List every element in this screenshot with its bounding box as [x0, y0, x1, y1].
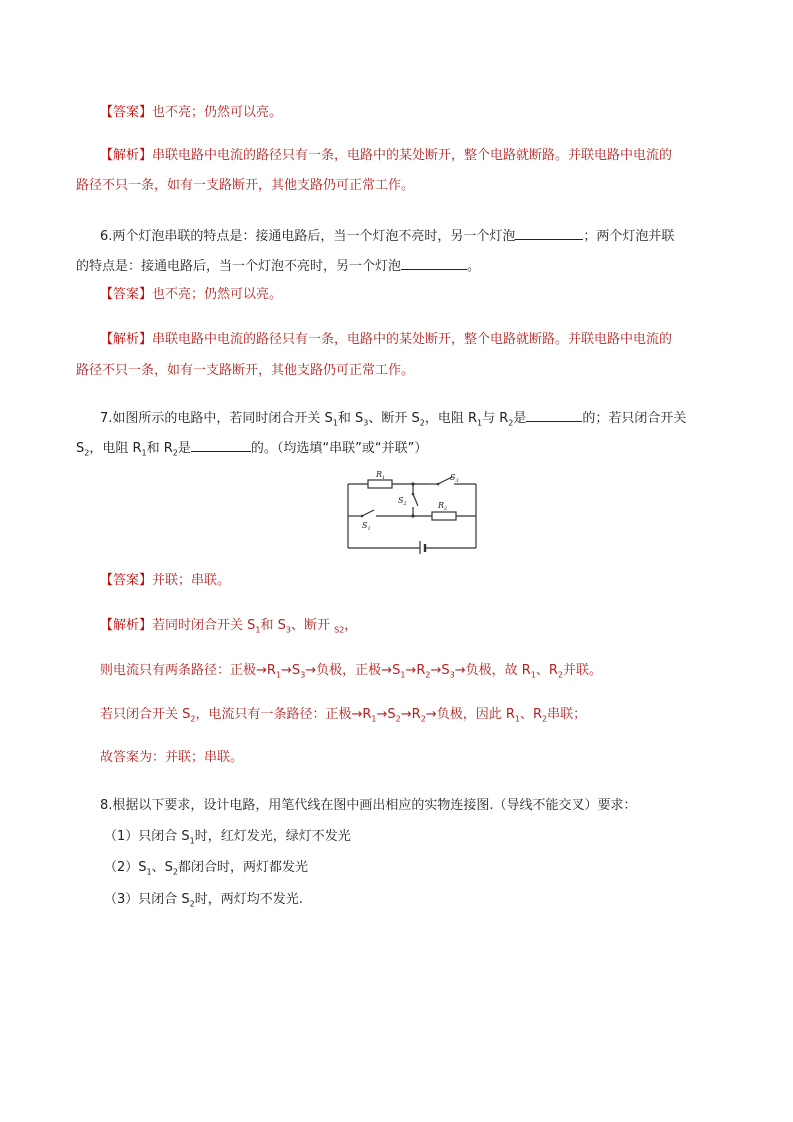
q6-text-d: 。: [467, 259, 481, 274]
subscript: 1: [189, 836, 195, 846]
q7-series-line: [100, 706, 586, 724]
q6-analysis-2: 路径不只一条，如有一支路断开，其他支路仍可正常工作。: [76, 363, 415, 378]
q7-text: 7.如图所示的电路中，若同时闭合开关 S: [100, 411, 333, 426]
subscript: 2: [557, 670, 563, 680]
analysis-text: →S: [281, 663, 301, 678]
analysis-text: 、R: [535, 663, 558, 678]
switch-s1: [362, 510, 374, 516]
analysis-text: 和 S: [260, 618, 286, 633]
analysis-text: 并联。: [563, 663, 603, 678]
q7-blank-1: [526, 408, 582, 422]
q6-text-c: 的特点是：接通电路后，当一个灯泡不亮时，另一个灯泡: [76, 259, 402, 274]
subscript: 1: [514, 714, 520, 724]
circuit-diagram: [340, 470, 485, 554]
answer-tag: 【答案】: [100, 105, 153, 120]
q8-text: （1）只闭合 S: [104, 829, 190, 844]
resistor-r1: [368, 480, 392, 488]
q8-text: 、S: [151, 860, 173, 875]
analysis-text: 、断开: [290, 618, 335, 633]
q7-conclusion: 故答案为：并联；串联。: [100, 750, 244, 765]
q7-path-line: [100, 662, 602, 680]
subscript: 2: [420, 714, 426, 724]
q7-text: 的。（均选填“串联”或“并联”）: [250, 441, 428, 456]
answer-text: 也不亮；仍然可以亮。: [152, 287, 283, 302]
q6-blank-1: [515, 226, 583, 240]
subscript: 1: [275, 670, 282, 680]
q8-text: （2）S: [104, 860, 147, 875]
q7-answer: [100, 572, 230, 590]
analysis-text: →S: [430, 663, 450, 678]
q6-text-a: 6.两个灯泡串联的特点是：接通电路后，当一个灯泡不亮时，另一个灯泡: [100, 229, 516, 244]
q6-text-b: ；两个灯泡并联: [583, 229, 675, 244]
switch-s2: [413, 494, 418, 506]
subscript: 2: [395, 714, 401, 724]
analysis-text: →负极，故 R: [454, 663, 531, 678]
analysis-text: 则电流只有两条路径：正极→R: [100, 663, 276, 678]
q8-item-1: [104, 828, 351, 846]
analysis-text: →负极，正极→S: [305, 663, 401, 678]
q7-text: 和 R: [146, 441, 173, 456]
subscript: 2: [508, 418, 514, 428]
q7-text: S: [76, 441, 85, 456]
label-s2: $S_2$: [398, 496, 407, 507]
analysis-text: ，: [344, 618, 358, 633]
answer-text: 也不亮；仍然可以亮。: [152, 105, 283, 120]
analysis-text: 串联电路中电流的路径只有一条，电路中的某处断开，整个电路就断路。并联电路中电流的: [152, 332, 673, 347]
subscript: 2: [172, 867, 178, 877]
q8-text: 都闭合时，两灯都发光: [177, 860, 308, 875]
q7-line-2: [76, 438, 427, 458]
subscript: 1: [332, 418, 338, 428]
subscript: 2: [542, 714, 548, 724]
q7-text: ，电阻 R: [89, 441, 142, 456]
subscript: 3: [285, 625, 291, 635]
subscript: 3: [300, 670, 306, 680]
q7-text: ，电阻 R: [424, 411, 478, 426]
q7-text: 是: [513, 411, 527, 426]
analysis-text: 、R: [519, 707, 542, 722]
answer-line-1: [100, 104, 282, 122]
q8-line-1: 8.根据以下要求，设计电路，用笔代线在图中画出相应的实物连接图.（导线不能交叉）要求：: [100, 798, 637, 813]
answer-tag: 【答案】: [100, 573, 153, 588]
q8-text: 时，红灯发光，绿灯不发光: [194, 829, 351, 844]
label-r2: $R_2$: [438, 501, 448, 512]
q7-blank-2: [191, 438, 251, 452]
q7-text: 和 S: [337, 411, 364, 426]
subscript: 2: [172, 448, 178, 458]
subscript: 2: [190, 714, 196, 724]
analysis-text: 串联电路中电流的路径只有一条，电路中的某处断开，整个电路就断路。并联电路中电流的: [152, 148, 673, 163]
subscript: 1: [255, 625, 261, 635]
subscript: 2: [84, 448, 90, 458]
analysis-text: →R: [400, 707, 421, 722]
subscript: 3: [363, 418, 369, 428]
q7-text: 的；若只闭合开关: [582, 411, 687, 426]
q6-analysis-1: [100, 331, 672, 349]
q6-line-2: [76, 256, 480, 276]
label-s3: $S_3$: [450, 473, 459, 484]
q8-text: 时，两灯均不发光.: [194, 892, 303, 907]
subscript: 2: [189, 899, 195, 909]
analysis-line-1b: 路径不只一条，如有一支路断开，其他支路仍可正常工作。: [76, 178, 415, 193]
q7-line-1: [100, 408, 686, 428]
q7-text: 与 R: [482, 411, 509, 426]
subscript: 1: [477, 418, 483, 428]
analysis-text: →S: [376, 707, 396, 722]
analysis-text: →负极，因此 R: [425, 707, 515, 722]
q8-item-2: [104, 859, 308, 877]
subscript: 1: [146, 867, 152, 877]
analysis-tag: 【解析】: [100, 332, 153, 347]
q7-text: 、断开 S: [368, 411, 420, 426]
analysis-tag: 【解析】: [100, 148, 153, 163]
analysis-text: 若同时闭合开关 S: [152, 618, 256, 633]
analysis-text: 若只闭合开关 S: [100, 707, 191, 722]
subscript: 1: [400, 670, 406, 680]
q6-line-1: [100, 226, 674, 246]
resistor-r2: [432, 512, 456, 520]
subscript: 3: [449, 670, 455, 680]
answer-text: 并联；串联。: [152, 573, 231, 588]
analysis-text: →R: [405, 663, 426, 678]
q6-blank-2: [401, 256, 467, 270]
analysis-text: 串联；: [547, 707, 587, 722]
subscript: 2: [425, 670, 431, 680]
subscript: 1: [371, 714, 377, 724]
q7-analysis-1: [100, 617, 357, 635]
analysis-line-1a: [100, 147, 672, 165]
q7-text: 是: [177, 441, 191, 456]
analysis-text: ，电流只有一条路径：正极→R: [195, 707, 372, 722]
analysis-tag: 【解析】: [100, 618, 153, 633]
answer-tag: 【答案】: [100, 287, 153, 302]
subscript: 1: [141, 448, 147, 458]
q6-answer: [100, 286, 282, 304]
subscript: 2: [419, 418, 425, 428]
q8-text: （3）只闭合 S: [104, 892, 190, 907]
subscript: S2: [334, 625, 345, 635]
label-s1: $S_1$: [362, 521, 371, 532]
subscript: 1: [530, 670, 536, 680]
q8-item-3: [104, 891, 303, 909]
label-r1: $R_1$: [376, 470, 386, 481]
